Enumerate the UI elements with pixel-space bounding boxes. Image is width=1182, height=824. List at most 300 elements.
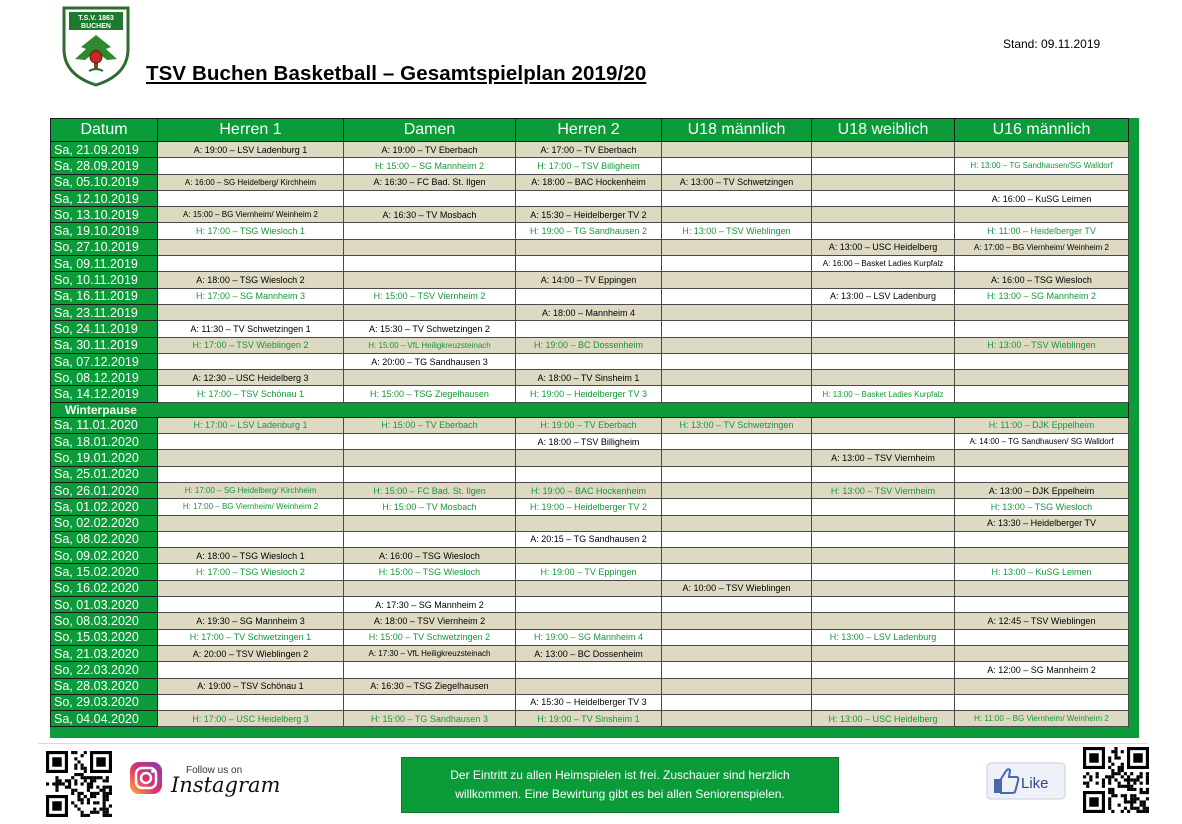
column-header: U16 männlich [955, 119, 1129, 142]
game-cell [812, 548, 955, 564]
game-cell [662, 288, 812, 304]
date-cell: Sa, 30.11.2019 [51, 337, 158, 353]
game-cell: H: 11:00 – BG Viernheim/ Weinheim 2 [955, 711, 1129, 727]
table-row [51, 629, 1129, 645]
table-row [51, 645, 1129, 661]
game-cell [955, 207, 1129, 223]
game-cell [812, 353, 955, 369]
date-cell: Sa, 21.03.2020 [51, 645, 158, 661]
game-cell: H: 13:00 – TSG Wiesloch [955, 499, 1129, 515]
game-cell [955, 304, 1129, 320]
game-cell [812, 142, 955, 158]
game-cell [344, 694, 516, 710]
table-row [51, 321, 1129, 337]
game-cell: A: 18:00 – Mannheim 4 [516, 304, 662, 320]
game-cell: H: 15:00 – TSG Wiesloch [344, 564, 516, 580]
game-cell [662, 207, 812, 223]
game-cell: H: 13:00 – TSV Wieblingen [955, 337, 1129, 353]
game-cell: H: 13:00 – TV Schwetzingen [662, 417, 812, 433]
game-cell: A: 13:00 – LSV Ladenburg [812, 288, 955, 304]
game-cell: A: 14:00 – TV Eppingen [516, 272, 662, 288]
game-cell [812, 174, 955, 190]
game-cell [662, 678, 812, 694]
game-cell [158, 158, 344, 174]
table-row [51, 711, 1129, 727]
game-cell: H: 17:00 – SG Heidelberg/ Kirchheim [158, 482, 344, 498]
game-cell: A: 16:30 – FC Bad. St. Ilgen [344, 174, 516, 190]
date-cell: So, 16.02.2020 [51, 580, 158, 596]
game-cell [344, 515, 516, 531]
game-cell: A: 15:00 – BG Viernheim/ Weinheim 2 [158, 207, 344, 223]
game-cell: A: 19:00 – LSV Ladenburg 1 [158, 142, 344, 158]
game-cell [955, 466, 1129, 482]
game-cell: H: 17:00 – BG Viernheim/ Weinheim 2 [158, 499, 344, 515]
table-row [51, 531, 1129, 547]
game-cell [158, 256, 344, 272]
table-row [51, 288, 1129, 304]
game-cell [158, 466, 344, 482]
game-cell [344, 450, 516, 466]
table-row [51, 515, 1129, 531]
game-cell [662, 629, 812, 645]
game-cell: H: 17:00 – TV Schwetzingen 1 [158, 629, 344, 645]
game-cell: H: 19:00 – Heidelberger TV 3 [516, 386, 662, 402]
game-cell: H: 19:00 – BC Dossenheim [516, 337, 662, 353]
game-cell [344, 662, 516, 678]
game-cell [955, 450, 1129, 466]
date-cell: Sa, 28.09.2019 [51, 158, 158, 174]
admission-notice [401, 757, 839, 813]
game-cell [955, 694, 1129, 710]
instagram-label[interactable]: Instagram [171, 773, 281, 797]
table-row [51, 353, 1129, 369]
table-row [51, 499, 1129, 515]
game-cell [344, 531, 516, 547]
game-cell [344, 239, 516, 255]
game-cell [662, 548, 812, 564]
game-cell: H: 13:00 – TSV Wieblingen [662, 223, 812, 239]
game-cell [344, 272, 516, 288]
game-cell: H: 17:00 – TSV Wieblingen 2 [158, 337, 344, 353]
game-cell [516, 580, 662, 596]
column-header: U18 weiblich [812, 119, 955, 142]
game-cell [812, 190, 955, 206]
game-cell: H: 15:00 – SG Mannheim 2 [344, 158, 516, 174]
game-cell: A: 18:00 – TV Sinsheim 1 [516, 370, 662, 386]
game-cell: A: 18:00 – TSV Billigheim [516, 434, 662, 450]
game-cell [158, 531, 344, 547]
game-cell: A: 16:00 – KuSG Leimen [955, 190, 1129, 206]
qr-code-icon[interactable] [46, 751, 112, 817]
date-cell: Sa, 23.11.2019 [51, 304, 158, 320]
game-cell: H: 17:00 – USC Heidelberg 3 [158, 711, 344, 727]
date-cell: So, 22.03.2020 [51, 662, 158, 678]
game-cell [812, 466, 955, 482]
table-row [51, 597, 1129, 613]
game-cell: H: 13:00 – KuSG Leimen [955, 564, 1129, 580]
game-cell [344, 256, 516, 272]
game-cell [812, 304, 955, 320]
game-cell [662, 597, 812, 613]
game-cell [955, 353, 1129, 369]
date-cell: So, 02.02.2020 [51, 515, 158, 531]
game-cell [344, 223, 516, 239]
game-cell: A: 18:00 – BAC Hockenheim [516, 174, 662, 190]
game-cell [662, 321, 812, 337]
table-row [51, 272, 1129, 288]
game-cell: A: 18:00 – TSV Viernheim 2 [344, 613, 516, 629]
game-cell [516, 466, 662, 482]
game-cell [158, 597, 344, 613]
table-row [51, 337, 1129, 353]
game-cell [516, 353, 662, 369]
game-cell [812, 613, 955, 629]
date-cell: So, 29.03.2020 [51, 694, 158, 710]
date-cell: So, 09.02.2020 [51, 548, 158, 564]
game-cell [516, 321, 662, 337]
game-cell: H: 15:00 – TV Eberbach [344, 417, 516, 433]
game-cell: A: 17:30 – SG Mannheim 2 [344, 597, 516, 613]
game-cell [955, 597, 1129, 613]
game-cell: H: 17:00 – TSG Wiesloch 1 [158, 223, 344, 239]
game-cell [812, 662, 955, 678]
notice-line: willkommen. Eine Bewirtung gibt es bei allen Seniorenspielen. [455, 787, 785, 801]
table-row [51, 613, 1129, 629]
game-cell: A: 20:15 – TG Sandhausen 2 [516, 531, 662, 547]
game-cell: H: 19:00 – TV Eppingen [516, 564, 662, 580]
game-cell [662, 272, 812, 288]
table-row [51, 450, 1129, 466]
game-cell: H: 17:00 – SG Mannheim 3 [158, 288, 344, 304]
game-cell [662, 694, 812, 710]
game-cell [955, 629, 1129, 645]
game-cell [955, 645, 1129, 661]
table-row [51, 482, 1129, 498]
game-cell [812, 564, 955, 580]
club-logo [61, 5, 131, 87]
game-cell [516, 515, 662, 531]
game-cell: A: 12:00 – SG Mannheim 2 [955, 662, 1129, 678]
table-row [51, 142, 1129, 158]
game-cell: A: 13:30 – Heidelberger TV [955, 515, 1129, 531]
game-cell [158, 190, 344, 206]
follow-us-label: Follow us on [186, 765, 243, 776]
game-cell [344, 466, 516, 482]
game-cell: A: 16:00 – TSG Wiesloch [344, 548, 516, 564]
column-header: Datum [51, 119, 158, 142]
date-cell: Sa, 05.10.2019 [51, 174, 158, 190]
game-cell: H: 19:00 – BAC Hockenheim [516, 482, 662, 498]
game-cell [955, 386, 1129, 402]
game-cell: A: 13:00 – BC Dossenheim [516, 645, 662, 661]
game-cell: H: 13:00 – TSV Viernheim [812, 482, 955, 498]
logo-text-top: T.S.V. 1863 [78, 15, 114, 22]
table-row [51, 386, 1129, 402]
game-cell [955, 370, 1129, 386]
game-cell [662, 337, 812, 353]
date-cell: Sa, 08.02.2020 [51, 531, 158, 547]
game-cell: A: 18:00 – TSG Wiesloch 1 [158, 548, 344, 564]
game-cell [158, 353, 344, 369]
game-cell: H: 15:00 – VfL Heiligkreuzsteinach [344, 337, 516, 353]
game-cell [516, 548, 662, 564]
table-row [51, 174, 1129, 190]
date-cell: So, 26.01.2020 [51, 482, 158, 498]
game-cell [516, 597, 662, 613]
game-cell [516, 662, 662, 678]
game-cell: H: 15:00 – FC Bad. St. Ilgen [344, 482, 516, 498]
game-cell: A: 20:00 – TG Sandhausen 3 [344, 353, 516, 369]
game-cell: A: 19:00 – TSV Schönau 1 [158, 678, 344, 694]
game-cell [158, 304, 344, 320]
game-cell [344, 304, 516, 320]
game-cell [662, 304, 812, 320]
date-cell: Sa, 15.02.2020 [51, 564, 158, 580]
game-cell: H: 17:00 – TSG Wiesloch 2 [158, 564, 344, 580]
game-cell [812, 223, 955, 239]
game-cell [662, 190, 812, 206]
game-cell: A: 16:30 – TSG Ziegelhausen [344, 678, 516, 694]
column-header: U18 männlich [662, 119, 812, 142]
instagram-icon[interactable] [128, 760, 164, 796]
game-cell [516, 450, 662, 466]
game-cell [158, 434, 344, 450]
table-row [51, 548, 1129, 564]
date-cell: Sa, 01.02.2020 [51, 499, 158, 515]
game-cell: A: 16:00 – Basket Ladies Kurpfalz [812, 256, 955, 272]
game-cell [662, 434, 812, 450]
column-header: Herren 1 [158, 119, 344, 142]
schedule-panel [50, 118, 1139, 738]
game-cell [662, 499, 812, 515]
game-cell [662, 645, 812, 661]
game-cell: H: 13:00 – TG Sandhausen/SG Walldorf [955, 158, 1129, 174]
date-cell: So, 08.12.2019 [51, 370, 158, 386]
game-cell [955, 321, 1129, 337]
table-row [51, 158, 1129, 174]
game-cell [662, 482, 812, 498]
table-row [51, 417, 1129, 433]
game-cell [812, 597, 955, 613]
game-cell: H: 15:00 – TV Mosbach [344, 499, 516, 515]
game-cell: H: 17:00 – TSV Billigheim [516, 158, 662, 174]
game-cell [344, 580, 516, 596]
qr-code-icon[interactable] [1083, 747, 1149, 813]
game-cell: H: 15:00 – TSG Ziegelhausen [344, 386, 516, 402]
date-cell: Sa, 25.01.2020 [51, 466, 158, 482]
game-cell: H: 15:00 – TG Sandhausen 3 [344, 711, 516, 727]
date-cell: So, 08.03.2020 [51, 613, 158, 629]
game-cell [812, 337, 955, 353]
logo-text-bottom: BUCHEN [81, 23, 111, 30]
date-cell: So, 10.11.2019 [51, 272, 158, 288]
date-cell: So, 24.11.2019 [51, 321, 158, 337]
game-cell: A: 13:00 – TV Schwetzingen [662, 174, 812, 190]
table-row [51, 434, 1129, 450]
game-cell [662, 239, 812, 255]
game-cell [662, 711, 812, 727]
table-row [51, 580, 1129, 596]
game-cell: A: 17:00 – BG Viernheim/ Weinheim 2 [955, 239, 1129, 255]
game-cell [662, 370, 812, 386]
game-cell [662, 353, 812, 369]
game-cell: H: 19:00 – SG Mannheim 4 [516, 629, 662, 645]
notice-line: Der Eintritt zu allen Heimspielen ist frei. Zuschauer sind herzlich [450, 768, 790, 782]
date-cell: Sa, 18.01.2020 [51, 434, 158, 450]
table-row [51, 678, 1129, 694]
game-cell: H: 17:00 – TSV Schönau 1 [158, 386, 344, 402]
game-cell [955, 256, 1129, 272]
date-cell: Sa, 19.10.2019 [51, 223, 158, 239]
game-cell: H: 13:00 – LSV Ladenburg [812, 629, 955, 645]
game-cell: H: 11:00 – Heidelberger TV [955, 223, 1129, 239]
date-cell: So, 27.10.2019 [51, 239, 158, 255]
game-cell [662, 142, 812, 158]
table-row [51, 207, 1129, 223]
game-cell [812, 207, 955, 223]
game-cell: H: 13:00 – Basket Ladies Kurpfalz [812, 386, 955, 402]
schedule-table [50, 118, 1129, 727]
game-cell [344, 434, 516, 450]
table-row [51, 190, 1129, 206]
date-cell: Sa, 12.10.2019 [51, 190, 158, 206]
game-cell [158, 694, 344, 710]
table-row [51, 223, 1129, 239]
date-cell: Sa, 16.11.2019 [51, 288, 158, 304]
game-cell: H: 11:00 – DJK Eppelheim [955, 417, 1129, 433]
game-cell [662, 450, 812, 466]
game-cell: A: 16:00 – SG Heidelberg/ Kirchheim [158, 174, 344, 190]
game-cell [516, 678, 662, 694]
game-cell [812, 370, 955, 386]
game-cell: H: 15:00 – TSV Viernheim 2 [344, 288, 516, 304]
game-cell [955, 678, 1129, 694]
game-cell: H: 13:00 – USC Heidelberg [812, 711, 955, 727]
date-cell: Sa, 04.04.2020 [51, 711, 158, 727]
date-cell: Sa, 09.11.2019 [51, 256, 158, 272]
game-cell [812, 272, 955, 288]
game-cell [662, 531, 812, 547]
game-cell [158, 580, 344, 596]
page-title: TSV Buchen Basketball – Gesamtspielplan 2019/20 [146, 62, 647, 85]
game-cell: H: 19:00 – TV Eberbach [516, 417, 662, 433]
game-cell: H: 13:00 – SG Mannheim 2 [955, 288, 1129, 304]
game-cell: A: 18:00 – TSG Wiesloch 2 [158, 272, 344, 288]
winterpause-section [51, 402, 1129, 417]
game-cell [812, 694, 955, 710]
game-cell: A: 13:00 – TSV Viernheim [812, 450, 955, 466]
table-row [51, 370, 1129, 386]
game-cell [662, 564, 812, 580]
game-cell: H: 19:00 – TV Sinsheim 1 [516, 711, 662, 727]
game-cell [662, 386, 812, 402]
game-cell: A: 16:00 – TSG Wiesloch [955, 272, 1129, 288]
table-row [51, 466, 1129, 482]
schedule-body-autumn [51, 142, 1129, 403]
date-cell: So, 15.03.2020 [51, 629, 158, 645]
table-row [51, 564, 1129, 580]
game-cell: A: 20:00 – TSV Wieblingen 2 [158, 645, 344, 661]
game-cell: H: 19:00 – Heidelberger TV 2 [516, 499, 662, 515]
like-label[interactable]: Like [1021, 775, 1049, 792]
date-cell: So, 13.10.2019 [51, 207, 158, 223]
game-cell: A: 15:30 – TV Schwetzingen 2 [344, 321, 516, 337]
game-cell: H: 19:00 – TG Sandhausen 2 [516, 223, 662, 239]
game-cell [344, 370, 516, 386]
game-cell [158, 239, 344, 255]
game-cell [662, 613, 812, 629]
game-cell [812, 417, 955, 433]
status-date: Stand: 09.11.2019 [1003, 37, 1101, 51]
game-cell [516, 239, 662, 255]
game-cell: A: 13:00 – USC Heidelberg [812, 239, 955, 255]
game-cell [955, 174, 1129, 190]
date-cell: Sa, 07.12.2019 [51, 353, 158, 369]
header-row [51, 119, 1129, 142]
game-cell [662, 515, 812, 531]
game-cell: A: 17:00 – TV Eberbach [516, 142, 662, 158]
date-cell: Sa, 28.03.2020 [51, 678, 158, 694]
date-cell: Sa, 11.01.2020 [51, 417, 158, 433]
game-cell [662, 256, 812, 272]
game-cell [662, 158, 812, 174]
game-cell: A: 11:30 – TV Schwetzingen 1 [158, 321, 344, 337]
winterpause-row [51, 402, 1129, 417]
game-cell: A: 15:30 – Heidelberger TV 2 [516, 207, 662, 223]
divider [38, 743, 1148, 744]
game-cell [812, 678, 955, 694]
game-cell [158, 450, 344, 466]
game-cell: A: 13:00 – DJK Eppelheim [955, 482, 1129, 498]
column-header: Damen [344, 119, 516, 142]
table-row [51, 694, 1129, 710]
column-header: Herren 2 [516, 119, 662, 142]
game-cell: A: 15:30 – Heidelberger TV 3 [516, 694, 662, 710]
game-cell: A: 19:30 – SG Mannheim 3 [158, 613, 344, 629]
game-cell [812, 580, 955, 596]
game-cell [158, 662, 344, 678]
game-cell [516, 613, 662, 629]
game-cell [812, 645, 955, 661]
date-cell: So, 19.01.2020 [51, 450, 158, 466]
game-cell [955, 531, 1129, 547]
game-cell [955, 142, 1129, 158]
game-cell [812, 321, 955, 337]
date-cell: So, 01.03.2020 [51, 597, 158, 613]
game-cell [955, 548, 1129, 564]
game-cell: H: 15:00 – TV Schwetzingen 2 [344, 629, 516, 645]
game-cell [812, 158, 955, 174]
game-cell: H: 17:00 – LSV Ladenburg 1 [158, 417, 344, 433]
winterpause-label: Winterpause [51, 402, 1129, 417]
date-cell: Sa, 21.09.2019 [51, 142, 158, 158]
table-row [51, 662, 1129, 678]
game-cell [516, 288, 662, 304]
game-cell [812, 515, 955, 531]
game-cell: A: 12:45 – TSV Wieblingen [955, 613, 1129, 629]
game-cell: A: 12:30 – USC Heidelberg 3 [158, 370, 344, 386]
game-cell: A: 17:30 – VfL Heiligkreuzsteinach [344, 645, 516, 661]
game-cell: A: 14:00 – TG Sandhausen/ SG Walldorf [955, 434, 1129, 450]
game-cell: A: 19:00 – TV Eberbach [344, 142, 516, 158]
table-row [51, 304, 1129, 320]
game-cell [662, 466, 812, 482]
schedule-body-spring [51, 417, 1129, 727]
game-cell [812, 499, 955, 515]
game-cell [516, 190, 662, 206]
game-cell [812, 434, 955, 450]
game-cell: A: 10:00 – TSV Wieblingen [662, 580, 812, 596]
